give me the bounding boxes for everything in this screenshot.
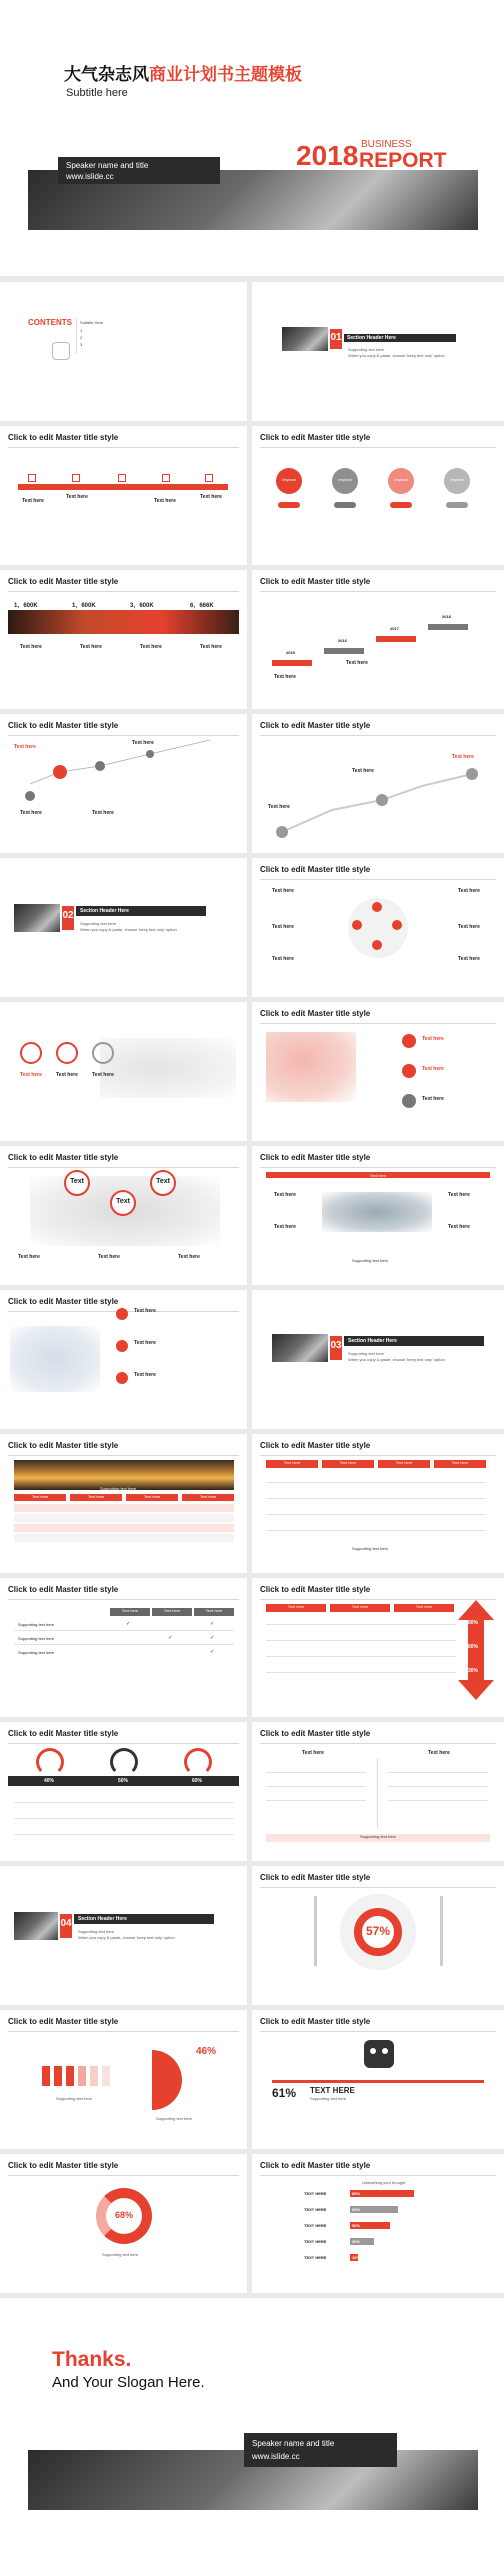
section-bullet: When you copy & paste, choose 'keep text only' option (348, 353, 445, 358)
text-here: Text here (422, 1036, 444, 1042)
world-map (322, 1192, 432, 1232)
table-header: Text here (322, 1460, 374, 1468)
title-rule (8, 2175, 239, 2176)
table-header: Text here (266, 1460, 318, 1468)
table-line (266, 1514, 486, 1515)
title-rule (260, 1455, 496, 1456)
title-rule (260, 1023, 496, 1024)
slide-title: Click to edit Master title style (8, 2017, 119, 2026)
timeline-icon (118, 474, 126, 482)
map-node (402, 1064, 416, 1078)
text-here: Text here (452, 754, 474, 760)
text-here: Text here (428, 1750, 450, 1756)
section-number: 03 (330, 1340, 342, 1351)
timeline-icon (72, 474, 80, 482)
cover-slide[interactable] (0, 0, 504, 276)
slide-title: Click to edit Master title style (8, 721, 119, 730)
section-photo (282, 327, 328, 351)
text-here: Text here (448, 1224, 470, 1230)
list-marker (116, 1308, 128, 1320)
person-icon (78, 2066, 86, 2086)
text-here: Text here (134, 1372, 156, 1378)
cover-year: 2018 (296, 140, 359, 171)
text-here: Text here (458, 956, 480, 962)
text-here: Text here (20, 810, 42, 816)
money-value: 3，600K (130, 603, 154, 609)
hub-node (372, 940, 382, 950)
text-here: Text here (98, 1254, 120, 1260)
supporting-text: Supporting text here (352, 1258, 389, 1263)
plug-icon (52, 342, 70, 360)
text-here: Text here (422, 1096, 444, 1102)
money-slide[interactable] (0, 570, 247, 709)
gauge-value: 50% (118, 1778, 129, 1784)
cover-speaker-url: www.islide.cc (66, 172, 114, 181)
check-icon: ✓ (210, 1635, 215, 1641)
person-icon (42, 2066, 50, 2086)
text-here: Text here (422, 1066, 444, 1072)
robot-bar (272, 2080, 484, 2083)
asia-map (266, 1032, 356, 1102)
table-header: Text here (378, 1460, 430, 1468)
title-rule (260, 879, 496, 880)
cover-speaker-name: Speaker name and title (66, 161, 149, 170)
slide-title: Click to edit Master title style (8, 1153, 119, 1162)
double-arrow-icon (458, 1600, 494, 1700)
table-line (14, 1818, 234, 1819)
title-rule (8, 1599, 239, 1600)
robot-eye (370, 2048, 376, 2054)
table-header: Text here (126, 1494, 178, 1501)
text-here: Text here (134, 1308, 156, 1314)
bar-value: 10% (352, 2255, 361, 2260)
keyword-label: Keyword (282, 478, 296, 482)
thanks-slide[interactable] (0, 2298, 504, 2560)
growth-slide[interactable] (0, 714, 247, 853)
section-number: 04 (60, 1918, 72, 1929)
progress-ring (20, 1042, 42, 1064)
table-header: Text here (330, 1604, 390, 1612)
contents-item: 1 (80, 328, 83, 333)
section-header: Section Header Here (80, 908, 129, 914)
money-value: 1，600K (14, 603, 38, 609)
contents-item: Subtitle Here (80, 320, 104, 325)
text-here: Text here (272, 924, 294, 930)
arrow-label: 30% (468, 1668, 479, 1674)
title-rule (8, 2031, 239, 2032)
text-here: Text here (268, 804, 290, 810)
money-value: 6，666K (190, 603, 214, 609)
slide-title: Click to edit Master title style (260, 1153, 371, 1162)
table-line (266, 1640, 456, 1641)
stair-year: 2016 (338, 638, 347, 643)
supporting-text: Supporting text here (352, 1546, 389, 1551)
gauge-value: 40% (44, 1778, 55, 1784)
bar-label: TEXT HERE (304, 2239, 327, 2244)
column-header: Text here (152, 1608, 192, 1616)
text-here: Text here (20, 1072, 42, 1078)
contents-item: 3 (80, 342, 83, 347)
supporting-band: Supporting text here (266, 1834, 490, 1842)
title-rule (260, 447, 496, 448)
map-bubbles-slide[interactable] (0, 1146, 247, 1285)
list-marker (116, 1340, 128, 1352)
text-here: Text here (302, 1750, 324, 1756)
slide-title: Click to edit Master title style (260, 2161, 371, 2170)
donut-slide[interactable] (0, 2154, 247, 2293)
section-header: Section Header Here (347, 335, 396, 341)
text-here: Text here (272, 888, 294, 894)
plate-percent: 57% (365, 1924, 391, 1938)
text-here: Text here (154, 498, 176, 504)
text-here: Text here (200, 644, 222, 650)
table-row (14, 1534, 234, 1542)
table-line (266, 1498, 486, 1499)
text-here: Text here (132, 740, 154, 746)
thanks-speaker-name: Speaker name and title (252, 2439, 335, 2448)
cover-title-cn-red: 商业计划书主题模板 (149, 65, 302, 84)
contents-item: 2 (80, 335, 83, 340)
section-header: Section Header Here (78, 1916, 127, 1922)
banner-text: Text here (369, 1173, 387, 1178)
half-pie (152, 2050, 182, 2110)
map-node (402, 1034, 416, 1048)
bar-chart-slide[interactable] (252, 2154, 504, 2293)
title-rule (260, 2175, 496, 2176)
text-here: Text here (448, 1192, 470, 1198)
list-line (266, 1786, 366, 1787)
gauge (36, 1748, 64, 1776)
photo-table-slide[interactable] (0, 1434, 247, 1573)
list-line (266, 1772, 366, 1773)
title-rule (260, 1167, 496, 1168)
money-value: 1，600K (72, 603, 96, 609)
bubble-text: Text (116, 1198, 130, 1205)
donut-percent: 68% (114, 2210, 133, 2220)
list-line (388, 1786, 488, 1787)
stair-year: 2018 (442, 614, 451, 619)
text-here: Text here (92, 810, 114, 816)
timeline-icon (162, 474, 170, 482)
keyword-pill (446, 502, 468, 508)
section-slide-02[interactable] (0, 858, 247, 997)
text-here: Text here (274, 1192, 296, 1198)
stair-step (376, 636, 416, 642)
slide-title: Click to edit Master title style (260, 1729, 371, 1738)
section-bullet: Supporting text here (80, 921, 117, 926)
list-line (388, 1772, 488, 1773)
stair-step (428, 624, 468, 630)
robot-slide[interactable] (252, 2010, 504, 2149)
robot-icon (364, 2040, 394, 2068)
section-photo (14, 1912, 58, 1940)
slide-title: Click to edit Master title style (8, 1585, 119, 1594)
keyword-label: Keyword (450, 478, 464, 482)
text-here: Text here (20, 644, 42, 650)
table-slide[interactable] (252, 1434, 504, 1573)
table-line (266, 1656, 456, 1657)
slide-title: Click to edit Master title style (260, 1009, 371, 1018)
progress-ring (56, 1042, 78, 1064)
text-here: Text here (140, 644, 162, 650)
row-label: Supporting text here (18, 1622, 55, 1627)
list-marker (116, 1372, 128, 1384)
hub-slide[interactable] (252, 858, 504, 997)
supporting-text: Supporting text here (310, 2096, 347, 2101)
check-icon: ✓ (126, 1621, 131, 1627)
text-here: Text here (18, 1254, 40, 1260)
gauge (110, 1748, 138, 1776)
contents-divider (76, 318, 77, 354)
slide-title: Click to edit Master title style (8, 577, 119, 586)
arrow-table-slide[interactable] (252, 1578, 504, 1717)
contents-label: CONTENTS (28, 318, 72, 327)
bubble-text: Text (70, 1178, 84, 1185)
column-divider (377, 1758, 378, 1828)
timeline-bar (18, 484, 228, 490)
text-here: Text here (352, 768, 374, 774)
section-slide-04[interactable] (0, 1866, 247, 2005)
person-icon (66, 2066, 74, 2086)
column-header: Text here (194, 1608, 234, 1616)
slide-title: Click to edit Master title style (8, 2161, 119, 2170)
title-rule (260, 1887, 496, 1888)
title-rule (8, 1743, 239, 1744)
keyword-label: Keyword (338, 478, 352, 482)
bar-chart-title: Unleashing your thought (362, 2180, 406, 2185)
bar-label: TEXT HERE (304, 2191, 327, 2196)
table-line (14, 1630, 234, 1631)
path-line (252, 714, 504, 853)
cover-title-cn: 大气杂志风 (64, 65, 149, 84)
arrow-label: 60% (468, 1644, 479, 1650)
title-rule (260, 2031, 496, 2032)
supporting-text: Supporting text here (156, 2116, 193, 2121)
gauge-slide[interactable] (0, 1722, 247, 1861)
bar-label: TEXT HERE (304, 2255, 327, 2260)
slide-title: Click to edit Master title style (8, 1729, 119, 1738)
text-here: Text here (14, 744, 36, 750)
bubble-text: Text (156, 1178, 170, 1185)
keyword-label: Keyword (394, 478, 408, 482)
robot-text: TEXT HERE (310, 2086, 355, 2095)
supporting-text: Supporting text here (102, 2252, 139, 2257)
title-rule (8, 1455, 239, 1456)
asia-map-slide[interactable] (252, 1002, 504, 1141)
slide-title: Click to edit Master title style (8, 1297, 119, 1306)
timeline-slide[interactable] (0, 426, 247, 565)
table-line (14, 1644, 234, 1645)
thanks-speaker-box (244, 2433, 397, 2467)
bar-value: 60% (352, 2207, 361, 2212)
text-here: Text here (134, 1340, 156, 1346)
robot-eye (382, 2048, 388, 2054)
section-slide-03[interactable] (252, 1290, 504, 1429)
slide-title: Click to edit Master title style (260, 721, 371, 730)
title-rule (8, 447, 239, 448)
section-number: 02 (62, 910, 74, 921)
people-percent: 46% (196, 2046, 217, 2057)
slide-title: Click to edit Master title style (260, 433, 371, 442)
gauge-value: 60% (192, 1778, 203, 1784)
table-header: Text here (14, 1494, 66, 1501)
title-rule (8, 1167, 239, 1168)
thanks-slogan: And Your Slogan Here. (52, 2374, 205, 2391)
table-line (266, 1530, 486, 1531)
two-column-list-slide[interactable] (252, 1722, 504, 1861)
table-header: Text here (434, 1460, 486, 1468)
map-node (402, 1094, 416, 1108)
stair-year: 2015 (286, 650, 295, 655)
contents-slide[interactable] (0, 282, 247, 421)
row-label: Supporting text here (18, 1650, 55, 1655)
bar-value: 30% (352, 2239, 361, 2244)
section-header: Section Header Here (348, 1338, 397, 1344)
bar-label: TEXT HERE (304, 2223, 327, 2228)
section-photo (272, 1334, 328, 1362)
slide-title: Click to edit Master title style (8, 1441, 119, 1450)
text-here: Text here (272, 956, 294, 962)
china-map (10, 1326, 100, 1392)
keyword-pill (390, 502, 412, 508)
list-line (388, 1800, 488, 1801)
section-bullet: Supporting text here (348, 1351, 385, 1356)
fork-icon (314, 1896, 317, 1966)
hub-node (372, 902, 382, 912)
keyword-pill (278, 502, 300, 508)
text-here: Text here (178, 1254, 200, 1260)
supporting-text: Supporting text here (56, 2096, 93, 2101)
arrow-label: 80% (468, 1620, 479, 1626)
slide-title: Click to edit Master title style (260, 577, 371, 586)
section-photo (14, 904, 60, 932)
title-rule (8, 591, 239, 592)
keyword-circles-slide[interactable] (252, 426, 504, 565)
text-here: Text here (458, 924, 480, 930)
hub-node (352, 920, 362, 930)
table-header: Text here (394, 1604, 454, 1612)
title-rule (260, 591, 496, 592)
section-bullet: Supporting text here (78, 1929, 115, 1934)
thanks-speaker-url: www.islide.cc (252, 2452, 300, 2461)
row-label: Supporting text here (18, 1636, 55, 1641)
section-bullet: When you copy & paste, choose 'keep text only' option (78, 1935, 175, 1940)
text-here: Text here (80, 644, 102, 650)
person-icon (90, 2066, 98, 2086)
world-map-slide[interactable] (252, 1146, 504, 1285)
people-slide[interactable] (0, 2010, 247, 2149)
text-here: Text here (56, 1072, 78, 1078)
thanks-word: Thanks. (52, 2348, 132, 2371)
person-icon (102, 2066, 110, 2086)
table-header: Text here (182, 1494, 234, 1501)
section-number: 01 (330, 332, 342, 343)
world-map (100, 1038, 236, 1098)
text-here: Text here (92, 1072, 114, 1078)
text-here: Text here (274, 674, 296, 680)
stair-step (272, 660, 312, 666)
plate-percent-slide[interactable] (252, 1866, 504, 2005)
text-here: Text here (458, 888, 480, 894)
text-here: Text here (274, 1224, 296, 1230)
cover-speaker-box (58, 157, 220, 184)
hub-node (392, 920, 402, 930)
stair-year: 2017 (390, 626, 399, 631)
cover-report: REPORT (359, 149, 447, 172)
table-header: Text here (70, 1494, 122, 1501)
path-slide[interactable] (252, 714, 504, 853)
section-slide-01[interactable] (252, 282, 504, 421)
bar-label: TEXT HERE (304, 2207, 327, 2212)
text-here: Text here (66, 494, 88, 500)
bar-value: 50% (352, 2223, 361, 2228)
slide-title: Click to edit Master title style (260, 1873, 371, 1882)
column-header: Text here (110, 1608, 150, 1616)
timeline-icon (28, 474, 36, 482)
slide-title: Click to edit Master title style (260, 1585, 371, 1594)
knife-icon (440, 1896, 443, 1966)
table-row (14, 1514, 234, 1522)
money-photo-strip (8, 610, 239, 634)
stairs-slide[interactable] (252, 570, 504, 709)
slide-title: Click to edit Master title style (260, 865, 371, 874)
section-bullet: Supporting text here (348, 347, 385, 352)
cover-business: BUSINESS (361, 139, 412, 150)
text-here: Text here (22, 498, 44, 504)
title-rule (260, 1743, 496, 1744)
gauge (184, 1748, 212, 1776)
table-line (266, 1482, 486, 1483)
table-row (14, 1504, 234, 1512)
check-icon: ✓ (210, 1649, 215, 1655)
person-icon (54, 2066, 62, 2086)
table-row (14, 1524, 234, 1532)
text-here: Text here (346, 660, 368, 666)
progress-ring (92, 1042, 114, 1064)
growth-line (0, 714, 247, 853)
section-bullet: When you copy & paste, choose 'keep text only' option (348, 1357, 445, 1362)
timeline-icon (205, 474, 213, 482)
check-icon: ✓ (210, 1621, 215, 1627)
section-bullet: When you copy & paste, choose 'keep text only' option (80, 927, 177, 932)
map-progress-slide[interactable] (0, 1002, 247, 1141)
cover-subtitle: Subtitle here (66, 87, 128, 99)
stair-step (324, 648, 364, 654)
robot-percent: 61% (272, 2086, 297, 2100)
list-line (266, 1800, 366, 1801)
china-map-slide[interactable] (0, 1290, 247, 1429)
table-line (266, 1624, 456, 1625)
keyword-pill (334, 502, 356, 508)
text-here: Text here (200, 494, 222, 500)
table-line (14, 1834, 234, 1835)
slide-title: Click to edit Master title style (260, 1441, 371, 1450)
slide-title: Click to edit Master title style (260, 2017, 371, 2026)
table-line (14, 1802, 234, 1803)
table-header: Text here (266, 1604, 326, 1612)
check-icon: ✓ (168, 1635, 173, 1641)
slide-title: Click to edit Master title style (8, 433, 119, 442)
photo-caption: Supporting text here (100, 1486, 137, 1491)
checklist-slide[interactable] (0, 1578, 247, 1717)
bar-value: 80% (352, 2191, 361, 2196)
table-line (266, 1672, 456, 1673)
